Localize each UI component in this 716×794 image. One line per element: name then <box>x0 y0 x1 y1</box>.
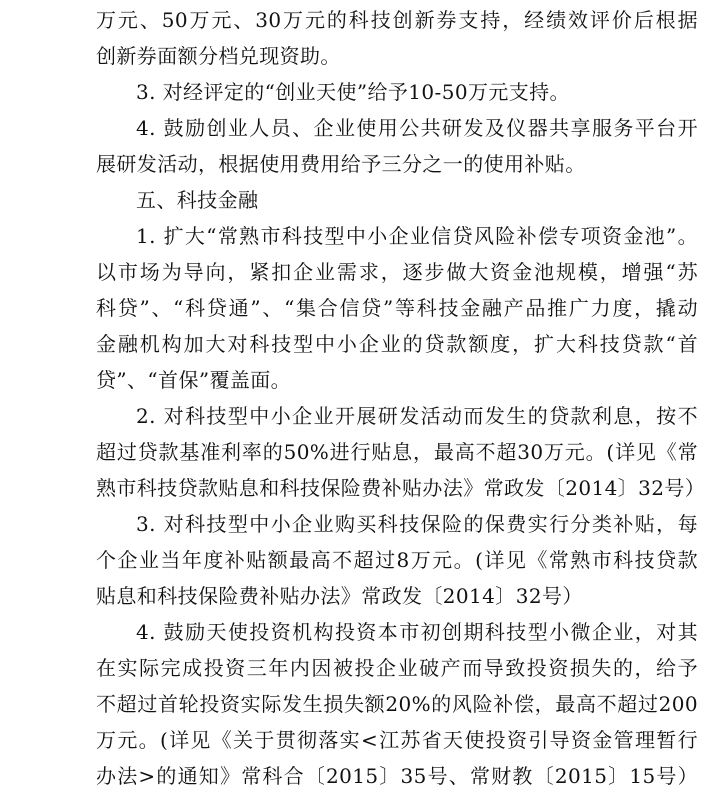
paragraph-line: 办法>的通知》常科合〔2015〕35号、常财教〔2015〕15号） <box>96 764 698 788</box>
paragraph-line: 2. 对科技型中小企业开展研发活动而发生的贷款利息，按不 <box>136 404 698 428</box>
paragraph-line: 万元、50万元、30万元的科技创新券支持，经绩效评价后根据 <box>96 8 698 32</box>
paragraph-line: 1. 扩大“常熟市科技型中小企业信贷风险补偿专项资金池”。 <box>136 224 698 248</box>
paragraph-line: 创新券面额分档兑现资助。 <box>96 44 341 68</box>
paragraph-line: 以市场为导向，紧扣企业需求，逐步做大资金池规模，增强“苏 <box>96 260 698 284</box>
paragraph-line: 4. 鼓励天使投资机构投资本市初创期科技型小微企业，对其 <box>136 620 698 644</box>
paragraph-line: 个企业当年度补贴额最高不超过8万元。(详见《常熟市科技贷款 <box>96 548 698 572</box>
paragraph-line: 科贷”、“科贷通”、“集合信贷”等科技金融产品推广力度，撬动 <box>96 296 698 320</box>
paragraph-line: 贴息和科技保险费补贴办法》常政发〔2014〕32号） <box>96 584 583 608</box>
paragraph-line: 4. 鼓励创业人员、企业使用公共研发及仪器共享服务平台开 <box>136 116 698 140</box>
paragraph-line: 在实际完成投资三年内因被投企业破产而导致投资损失的，给予 <box>96 656 698 680</box>
paragraph-line: 超过贷款基准利率的50%进行贴息，最高不超30万元。(详见《常 <box>96 440 698 464</box>
section-heading: 五、科技金融 <box>136 188 259 212</box>
paragraph-line: 不超过首轮投资实际发生损失额20%的风险补偿，最高不超过200 <box>96 692 698 716</box>
paragraph-line: 熟市科技贷款贴息和科技保险费补贴办法》常政发〔2014〕32号） <box>96 476 706 500</box>
paragraph-line: 贷”、“首保”覆盖面。 <box>96 368 292 392</box>
paragraph-line: 3. 对科技型中小企业购买科技保险的保费实行分类补贴，每 <box>136 512 698 536</box>
paragraph-line: 展研发活动，根据使用费用给予三分之一的使用补贴。 <box>96 152 586 176</box>
paragraph-line: 3. 对经评定的“创业天使”给予10-50万元支持。 <box>136 80 570 104</box>
paragraph-line: 万元。(详见《关于贯彻落实<江苏省天使投资引导资金管理暂行 <box>96 728 698 752</box>
paragraph-line: 金融机构加大对科技型中小企业的贷款额度，扩大科技贷款“首 <box>96 332 698 356</box>
